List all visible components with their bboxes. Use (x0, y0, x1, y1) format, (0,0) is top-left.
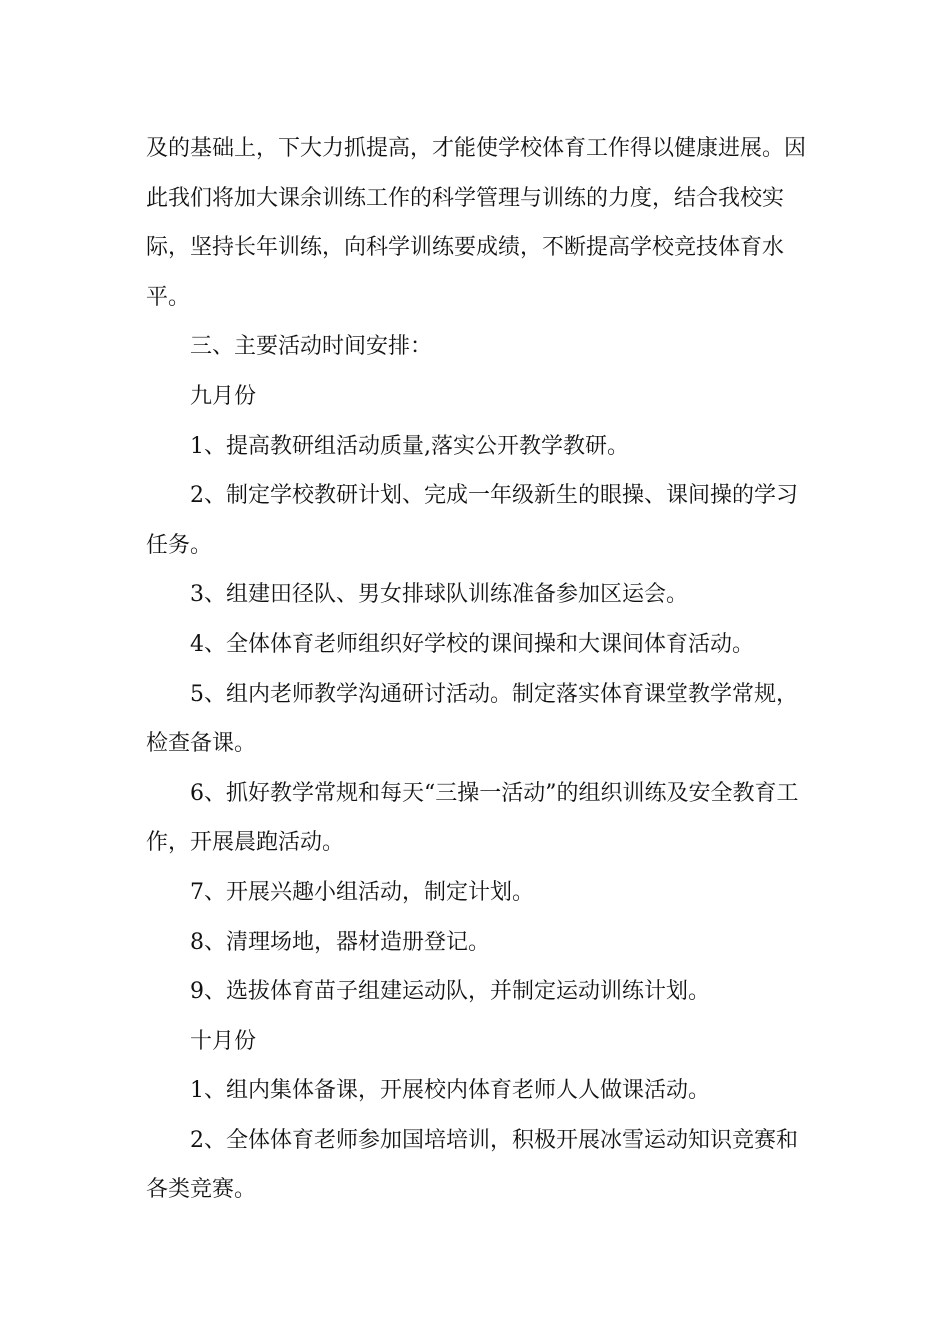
section-heading-schedule: 三、主要活动时间安排： (190, 334, 433, 360)
list-item: 4、全体体育老师组织好学校的课间操和大课间体育活动。 (190, 631, 754, 657)
month-heading-september: 九月份 (190, 383, 257, 409)
list-item: 3、组建田径队、男女排球队训练准备参加区运会。 (190, 582, 688, 608)
list-item: 1、提高教研组活动质量,落实公开教学教研。 (190, 433, 629, 459)
list-item: 9、选拔体育苗子组建运动队，并制定运动训练计划。 (190, 979, 710, 1005)
document-body (146, 124, 816, 1215)
list-item: 2、全体体育老师参加国培培训，积极开展冰雪运动知识竞赛和各类竞赛。 (146, 1127, 798, 1203)
list-item: 1、组内集体备课，开展校内体育老师人人做课活动。 (190, 1078, 710, 1104)
list-item: 8、清理场地，器材造册登记。 (190, 929, 490, 955)
list-item: 2、制定学校教研计划、完成一年级新生的眼操、课间操的学习任务。 (146, 483, 798, 558)
list-item: 7、开展兴趣小组活动，制定计划。 (190, 879, 534, 905)
list-item: 5、组内老师教学沟通研讨活动。制定落实体育课堂教学常规，检查备课。 (146, 681, 798, 757)
paragraph-intro-continuation: 及的基础上，下大力抓提高，才能使学校体育工作得以健康进展。因此我们将加大课余训练工作的科学管理与训练的力度，结合我校实际，坚持长年训练，向科学训练要成绩，不断提高学校竞技体育水平。 (146, 136, 807, 310)
month-heading-october: 十月份 (190, 1028, 257, 1054)
list-item: 6、抓好教学常规和每天“三操一活动”的组织训练及安全教育工作，开展晨跑活动。 (146, 780, 799, 856)
